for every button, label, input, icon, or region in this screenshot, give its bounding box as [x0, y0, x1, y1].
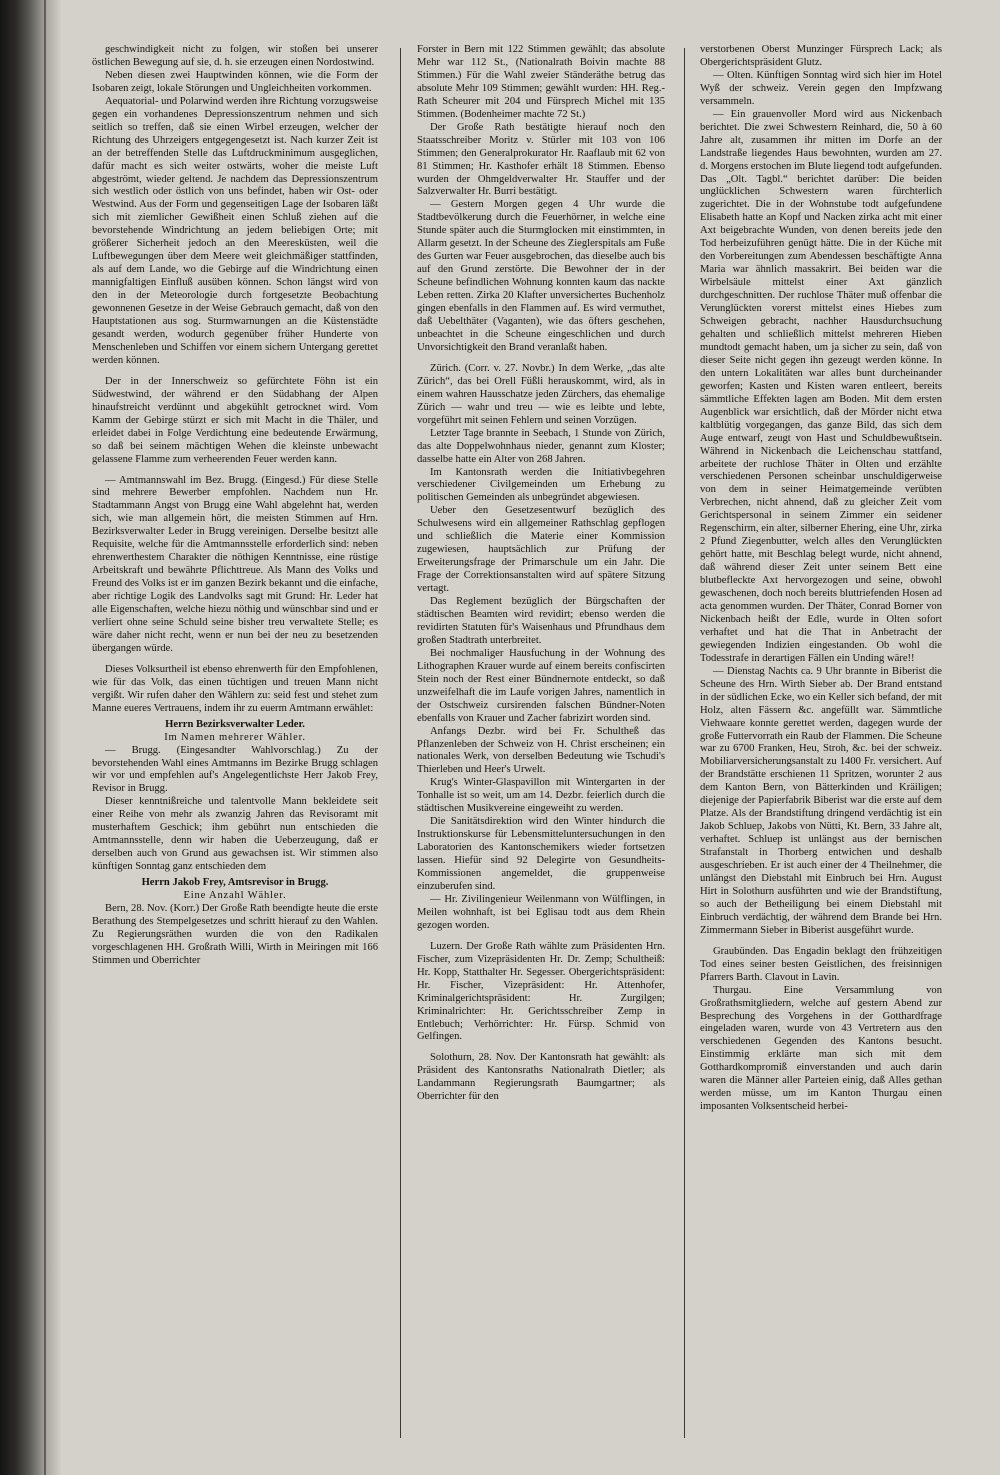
article-paragraph: Zürich. (Corr. v. 27. Novbr.) In dem Werke, „das alte Zürich“, das bei Orell Füßli herauskommt, wird, als in einem wahren Hausschatze jeden Zürchers, das ehemalige Zürich — wahr und treu — wie es leibte und lebte, vorgeführt mit seinen Fehlern und seinen Vorzügen.: [417, 362, 665, 426]
article-paragraph: geschwindigkeit nicht zu folgen, wir stoßen bei unserer östlichen Bewegung auf sie, d. h. sie erzeugen einen Nordostwind.: [92, 44, 378, 68]
article-paragraph: Luzern. Der Große Rath wählte zum Präsidenten Hrn. Fischer, zum Vizepräsidenten Hr. Dr. Zemp; Schultheiß: Hr. Kopp, Statthalter Hr. Segesser. Obergerichtspräsident: Hr. Fischer, Vizepräsident: Hr. Attenhofer, Kriminalgerichtspräsident: Hr. Zurgilgen; Kriminalrichter: Hr. Gerichtsschreiber Zemp in Entlebuch; Verhörrichter: Hr. Fürsp. Schmid von Gelfingen.: [417, 940, 665, 1043]
column-right: [700, 44, 942, 1436]
article-paragraph: Krug's Winter-Glaspavillon mit Wintergarten in der Tonhalle ist so weit, um am 14. Dezbr. feierlich durch die städtischen Musikvereine eingeweiht zu werden.: [417, 777, 665, 815]
article-paragraph: Der in der Innerschweiz so gefürchtete Föhn ist ein Südwestwind, der während er den Südabhang der Alpen hinaufstreicht verdünnt und abgekühlt getrocknet wird. Vom Kamm der Gebirge stürzt er sich mit Macht in die Thäler, und erleidet dabei in Folge Verdichtung eine bedeutende Erwärmung, so daß bei seinem mächtigen Wehen die kleinste unbewacht gelassene Flamme zum verheerenden Feuer werden kann.: [92, 375, 378, 465]
article-paragraph: Die Sanitätsdirektion wird den Winter hindurch die Instruktionskurse für Lebensmitteluntersuchungen in den Laboratorien des Kantonschemikers wieder fortsetzen lassen. Hiefür sind 92 Delegirte von Gesundheits-Kommissionen angemeldet, die gruppenweise einzuberufen sind.: [417, 816, 665, 892]
article-paragraph: Das Reglement bezüglich der Bürgschaften der städtischen Beamten wird revidirt; ebenso werden die revidirten Statuten für's Waisenhaus und Pfrundhaus dem großen Stadtrath unterbreitet.: [417, 596, 665, 646]
article-paragraph: Dieser kenntnißreiche und talentvolle Mann bekleidete seit einer Reihe von mehr als zwanzig Jahren das Revisoramt mit musterhaftem Geschick; ihm gebührt nun entschieden die Amtmannsstelle, denn wir haben die Ueberzeugung, daß er derselben auch von Grund aus gewachsen ist. Wir stimmen also künftigen Sonntag ganz entschieden dem: [92, 796, 378, 873]
binding-fold-line: [44, 0, 46, 1475]
article-paragraph: Im Kantonsrath werden die Initiativbegehren verschiedener Civilgemeinden um Erhebung zu politischen Gemeinden als unbegründet abgewiesen.: [417, 466, 665, 504]
article-paragraph: Graubünden. Das Engadin beklagt den frühzeitigen Tod eines seiner besten Geistlichen, des freisinnigen Pfarrers Barth. Clavout in Lavin.: [700, 945, 942, 983]
binding-shadow: [0, 0, 62, 1475]
article-paragraph: Thurgau. Eine Versammlung von Großrathsmitgliedern, welche auf gestern Abend zur Besprechung des Vorgehens in der Gotthardfrage eingeladen waren, wurde von 43 Vertretern aus den verschiedenen Gegenden des Kantons besucht. Einstimmig erklärte man sich mit dem Gotthardkompromiß einverstanden und auch darin waren die Männer aller Parteien einig, daß Alles gethan werden müsse, um im Kanton Thurgau einen imposanten Volksentscheid herbei-: [700, 984, 942, 1113]
article-paragraph: Aequatorial- und Polarwind werden ihre Richtung vorzugsweise gegen ein vorhandenes Depressionszentrum nehmen und sich seitlich so treffen, daß sie einen Wirbel erzeugen, welcher der Richtung des Uhrzeigers entgegengesetzt ist. Nach kurzer Zeit ist an der betreffenden Stelle das Luftdruckminimum ausgeglichen, dafür macht es sich weiter ostwärts, woher die meiste Luft abgeströmt, wieder geltend. Je nachdem das Depressionszentrum sich westlich oder östlich von uns befindet, haben wir Ost- oder Westwind. Aus der Form und gegenseitigen Lage der Isobaren läßt sich mit ziemlicher Gewißheit einen Schluß ziehen auf die bevorstehende Windrichtung an jedem beliebigen Orte; mit größerer Sicherheit jedoch an den Meeresküsten, weil die Luftbewegungen über dem Meere weit gleichmäßiger stattfinden, als auf dem Lande, wo die Gebirge auf die Windrichtung einen mannigfaltigen Einfluß ausüben können. Schon längst wird von den in der Meteorologie durch fortgesetzte Beobachtung gewonnenen Gesetze in der Weise Gebrauch gemacht, daß von den Hauptstationen aus sog. Sturmwarnungen an die Küstenstädte gesandt werden, wodurch gegenüber früher Hunderte von Menschenleben und Schiffen vor einem sichern Untergang gerettet werden können.: [92, 95, 378, 366]
article-paragraph: Anfangs Dezbr. wird bei Fr. Schultheß das Pflanzenleben der Schweiz von H. Christ erscheinen; ein nationales Werk, von derselben Bedeutung wie Tschudi's Thierleben und Heer's Urwelt.: [417, 725, 665, 776]
article-paragraph: Neben diesen zwei Hauptwinden können, wie die Form der Isobaren zeigt, lokale Störungen und Ungleichheiten vorkommen.: [92, 69, 378, 94]
article-paragraph: — Amtmannswahl im Bez. Brugg. (Eingesd.) Für diese Stelle sind mehrere Bewerber empfohlen. Nachdem nun Hr. Stadtammann Angst von Brugg eine Wahl abgelehnt hat, werden sich, wie man allgemein hört, die meisten Stimmen auf Hrn. Bezirksverwalter Leder in Brugg vereinigen. Derselbe besitzt alle Requisite, welche für die Amtmannsstelle erforderlich sind: neben ehrenwerthestem Charakter die nöthigen Kenntnisse, eine rüstige Arbeitskraft und bewährte Pflichttreue. Als Mann des Volks und Freund des Volks ist er im ganzen Bezirk bekannt und die einfache, aber richtige Logik des Landvolks sagt mit Grund: Hr. Leder hat alle Eigenschaften, welche hiezu nöthig und wünschbar sind und er verliert ohne seine Schuld seine bisher treu verwaltete Stelle; es wäre daher nicht recht, wenn er nun bei der neu zu besetzenden übergangen würde.: [92, 474, 378, 654]
article-paragraph: — Gestern Morgen gegen 4 Uhr wurde die Stadtbevölkerung durch die Feuerhörner, in welche eine Stunde später auch die Sturmglocken mit einstimmten, in Allarm gesetzt. In der Scheune des Zieglerspitals am Fuße des Gurten war Feuer ausgebrochen, das dieselbe auch bis auf den Grund zerstörte. Die Bewohner der in der Scheune befindlichen Wohnung konnten kaum das nackte Leben retten. Zirka 20 Klafter unversichertes Buchenholz gingen ebenfalls in den Flammen auf. Es wird vermuthet, daß Uebelthäter (Vaganten), wie das öfters geschehen, unbeachtet in die Scheune eingeschlichen und durch Unvorsichtigkeit den Brand veranlaßt haben.: [417, 199, 665, 353]
newspaper-page: [92, 44, 942, 1436]
column-rule: [400, 48, 401, 1438]
article-paragraph: Letzter Tage brannte in Seebach, 1 Stunde von Zürich, das alte Doppelwohnhaus nieder, genannt zum Kloster; dasselbe hatte ein Alter von 268 Jahren.: [417, 427, 665, 465]
column-left: [92, 44, 378, 1436]
article-paragraph: Solothurn, 28. Nov. Der Kantonsrath hat gewählt: als Präsident des Kantonsraths Nationalrath Dietler; als Landammann Regierungsrath Baumgartner; als Oberrichter für den: [417, 1052, 665, 1103]
article-paragraph: — Olten. Künftigen Sonntag wird sich hier im Hotel Wyß der schweiz. Verein gegen den Impfzwang versammeln.: [700, 69, 942, 107]
article-paragraph: Der Große Rath bestätigte hierauf noch den Staatsschreiber Moritz v. Stürler mit 103 von 106 Stimmen; den Generalprokurator Hr. Raaflaub mit 62 von 81 Stimmen; Hr. Kasthofer erhält 18 Stimmen. Ebenso wurden der Ohmgeldverwalter Hr. Stauffer und der Salzverwalter Hr. Burri bestätigt.: [417, 121, 665, 198]
article-paragraph: verstorbenen Oberst Munzinger Fürsprech Lack; als Obergerichtspräsident Glutz.: [700, 44, 942, 68]
candidate-name: Herrn Jakob Frey, Amtsrevisor in Brugg.: [141, 877, 329, 889]
signature-line: Eine Anzahl Wähler.: [183, 890, 287, 902]
signature-line: Im Namen mehrerer Wähler.: [164, 731, 306, 743]
article-paragraph: Bei nochmaliger Hausfuchung in der Wohnung des Lithographen Krauer wurde auf einem bereits confiscirten Stein noch der Rest einer Bündnernote entdeckt, so daß unzweifelhaft die im Laufe vorigen Jahres, namentlich in der Ostschweiz cursirenden falschen Bündner-Noten ebenfalls von Krauer und Zacher fabrizirt worden sind.: [417, 647, 665, 724]
column-rule: [684, 48, 685, 1438]
candidate-name: Herrn Bezirksverwalter Leder.: [165, 718, 305, 730]
article-paragraph: — Dienstag Nachts ca. 9 Uhr brannte in Biberist die Scheune des Hrn. Wirth Sieber ab. Der Brand entstand in der südlichen Ecke, wo ein Keller sich befand, der mit Holz, alten Fässern &c. angefüllt war. Sämmtliche Viehwaare konnte gerettet werden, dagegen wurde der große Futtervorrath ein Raub der Flammen. Die Scheune war zu 6700 Franken, Heu, Stroh, &c. bei der schweiz. Mobiliarversicherungsanstalt zu 1400 Fr. versichert. Auf der Brandstätte erschienen 11 Spritzen, worunter 2 aus dem Kanton Bern, von Bätterkinden und Kräiligen; diejenige der Papierfabrik Biberist war die erste auf dem Platze. Als der Brandstiftung dringend verdächtig ist ein Jakob Schluep, Jakobs von Nütti, Kt. Bern, 33 Jahre alt, verhaftet. Schluep ist unlängst aus der bernischen Strafanstalt in Thorberg entwichen und deshalb ausgeschrieben. Er ist auch einer der 4 Theilnehmer, die unlängst den Diebstahl mit Einbruch bei Hrn. August Hirt in Solothurn ausführten und wie der Brandstiftung, so auch der Betheiligung bei einem Diebstahl mit Einbruch verdächtig, der während dem Brande bei Hrn. Zimmermann Sieber in Biberist ausgeführt wurde.: [700, 665, 942, 936]
article-paragraph: Bern, 28. Nov. (Korr.) Der Große Rath beendigte heute die erste Berathung des Stempelgesetzes und schritt hierauf zu den Wahlen. Zu Regierungsräthen wurden die von den Radikalen vorgeschlagenen HH. Großrath Willi, Wirth in Meiringen mit 166 Stimmen und Oberrichter: [92, 903, 378, 966]
article-paragraph: Forster in Bern mit 122 Stimmen gewählt; das absolute Mehr war 112 St., (Nationalrath Boivin machte 88 Stimmen.) Für die Wahl zweier Ständeräthe betrug das absolute Mehr 109 Stimmen; gewählt wurden: HH. Reg.-Rath Scheurer mit 204 und Fürsprech Michel mit 135 Stimmen. (Bodenheimer machte 72 St.): [417, 44, 665, 120]
article-paragraph: — Hr. Zivilingenieur Weilenmann von Wülflingen, in Meilen wohnhaft, ist bei Eglisau todt aus dem Rhein gezogen worden.: [417, 893, 665, 931]
article-paragraph: — Ein grauenvoller Mord wird aus Nickenbach berichtet. Die zwei Schwestern Reinhard, die, 50 à 60 Jahre alt, zusammen ihr mitten im Dorfe an der Landstraße liegendes Haus bewohnten, wurden am 27. d. Morgens erstochen im Blute liegend todt aufgefunden. Das „Olt. Tagbl.“ berichtet darüber: Die beiden unglücklichen Schwestern waren fürchterlich zugerichtet. Die in der Wohnstube todt aufgefundene Elisabeth hatte an Kopf und Nacken zirka acht mit einer Axt beigebrachte Wunden, von denen bereits jede den Tod herbeizuführen genügt hätte. Die in der Küche mit den Vorbereitungen zum Abendessen beschäftigte Anna Maria war ähnlich massakrirt. Bei beiden war die Wirbelsäule mittelst einer Axt gänzlich durchgeschnitten. Der ruchlose Thäter muß offenbar die Verunglückten vorerst mittelst eines Hiebes zum Schweigen gebracht, nachher Hausdurchsuchung gehalten und schließlich mittelst mehreren Hieben mundtodt gemacht haben, um ja sicher zu sein, daß von dieser Seite nicht gegen ihn gezeugt werden könne. In den untern Lokalitäten war alles bunt durcheinander geworfen; Kasten und Kisten waren entleert, bereits sämmtliche Effekten lagen am Boden. Mit dem ersten Augenblick war ersichtlich, daß der Mörder nicht etwa kaltblütig vorgegangen, das ganze Bild, das sich dem Auge entwarf, zeugt von Hast und Schuldbewußtsein. Während in Nickenbach die Leichenschau stattfand, arbeitete der ruchlose Thäter in Olten und erzählte verschiedenen Personen scheinbar unschuldigerweise von dem in seiner Heimatgemeinde verübten Verbrechen, nicht ahnend, daß zu gleicher Zeit vom Gerichtspersonal in seinem Zimmer ein seidener Regenschirm, ein alter, silberner Ehering, eine Uhr, zirka 2 Pfund Ziegenbutter, welch alles den Verunglückten gehört hatte, mit Beschlag belegt wurde, nicht ahnend, daß während dieser Zeit unter seinem Bett eine blutbefleckte Axt hervorgezogen und seine, obwohl gewaschenen, doch noch bereits bluttriefenden Hosen ad acta genommen wurden. Der Thäter, Conrad Borner von Nickenbach heißt der Edle, wurde in Olten sofort verhaftet und hat die That in Anbetracht der gewiegenden Indizien eingestanden. Ob wohl die Todesstrafe in derartigen Fällen ein Unding wäre!!: [700, 108, 942, 664]
column-middle: [417, 44, 665, 1436]
article-paragraph: — Brugg. (Eingesandter Wahlvorschlag.) Zu der bevorstehenden Wahl eines Amtmanns im Bezirke Brugg schlagen wir vor und empfehlen auf's Angelegentlichste Herr Jakob Frey, Revisor in Brugg.: [92, 744, 378, 795]
article-paragraph: Dieses Volksurtheil ist ebenso ehrenwerth für den Empfohlenen, wie für das Volk, das einen tüchtigen und treuen Mann nicht vergißt. Wir rufen daher den Wählern zu: seid fest und stehet zum Manne eueres Vertrauens, indem ihr zu euerm Amtmann erwählet:: [92, 663, 378, 714]
article-paragraph: Ueber den Gesetzesentwurf bezüglich des Schulwesens wird ein allgemeiner Rathschlag gepflogen und schließlich die Materie einer Kommission zugewiesen, hauptsächlich zur Prüfung der Erweiterungsfrage der Primarschule um ein Jahr. Die Frage der Correktionsanstalten wird auf spätere Sitzung vertagt.: [417, 505, 665, 595]
